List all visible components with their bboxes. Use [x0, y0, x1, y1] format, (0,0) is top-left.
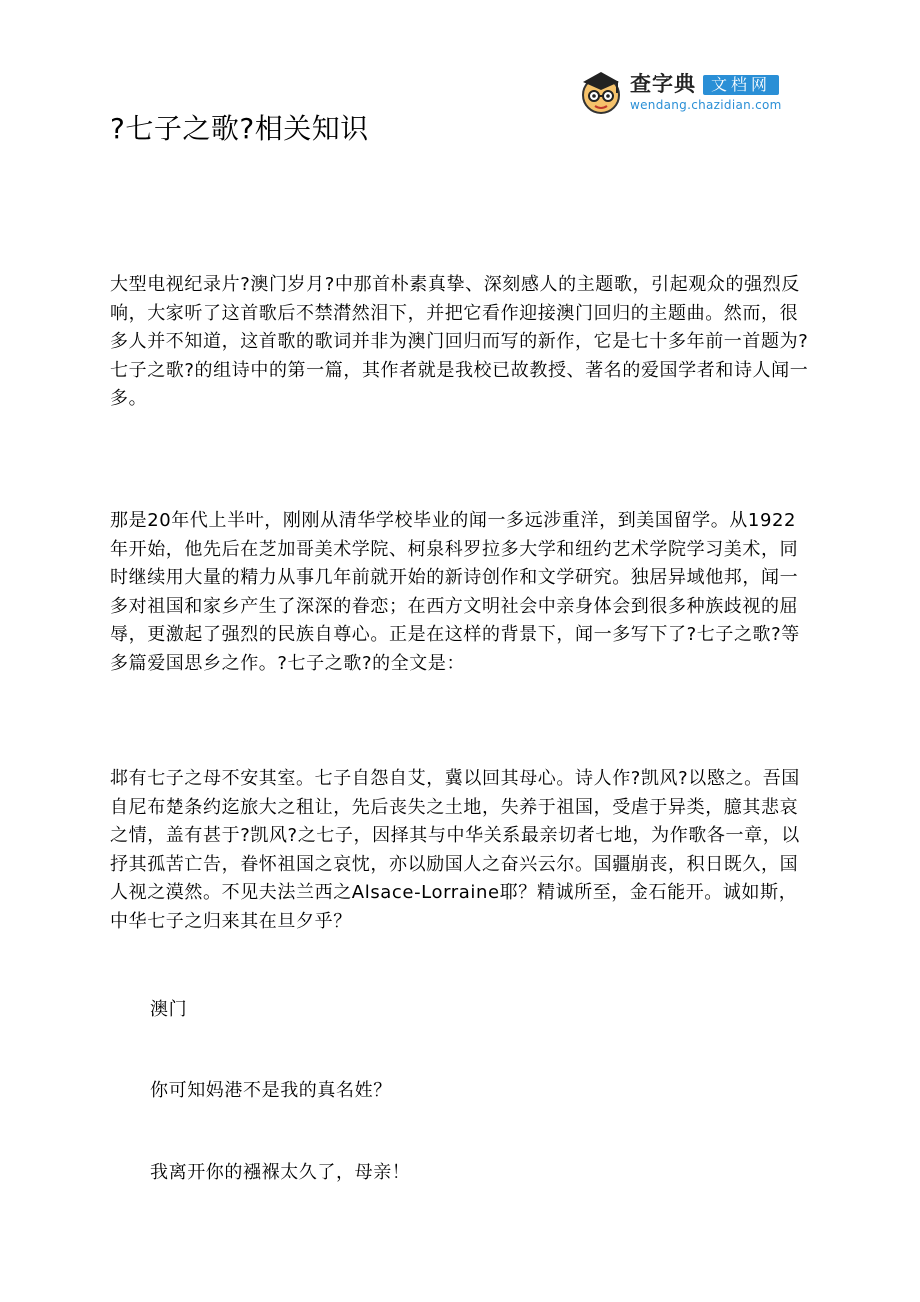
paragraph: 邶有七子之母不安其室。七子自怨自艾，冀以回其母心。诗人作?凯风?以愍之。吾国自尼布楚条约迄旅大之租让，先后丧失之土地，失养于祖国，受虐于异类，臆其悲哀之情，盖有甚于?凯风?之七子，因择其与中华关系最亲切者七地，为作歌各一章，以抒其孤苦亡告，眷怀祖国之哀忱，亦以励国人之奋兴云尔。国疆崩丧，积日既久，国人视之漠然。不见夫法兰西之Alsace-Lorraine耶？精诚所至，金石能开。诚如斯，中华七子之归来其在旦夕乎？	[110, 768, 800, 932]
site-logo	[576, 66, 806, 116]
logo-tag: 文档网	[703, 75, 779, 95]
logo-brand: 查字典	[630, 72, 696, 96]
poem-line: 你可知妈港不是我的真名姓？	[150, 1080, 392, 1101]
logo-url: wendang.chazidian.com	[630, 98, 782, 112]
paragraph: 那是20年代上半叶，刚刚从清华学校毕业的闻一多远涉重洋，到美国留学。从1922年开始，他先后在芝加哥美术学院、柯泉科罗拉多大学和纽约艺术学院学习美术，同时继续用大量的精力从事几年前就开始的新诗创作和文学研究。独居异域他邦，闻一多对祖国和家乡产生了深深的眷恋；在西方文明社会中亲身体会到很多种族歧视的屈辱，更激起了强烈的民族自尊心。正是在这样的背景下，闻一多写下了?七子之歌?等多篇爱国思乡之作。?七子之歌?的全文是：	[110, 510, 800, 674]
document-title: ?七子之歌?相关知识	[110, 112, 369, 145]
poem-line: 澳门	[150, 999, 188, 1020]
paragraph: 大型电视纪录片?澳门岁月?中那首朴素真挚、深刻感人的主题歌，引起观众的强烈反响，大家听了这首歌后不禁潸然泪下，并把它看作迎接澳门回归的主题曲。然而，很多人并不知道，这首歌的歌词并非为澳门回归而写的新作，它是七十多年前一首题为?七子之歌?的组诗中的第一篇，其作者就是我校已故教授、著名的爱国学者和诗人闻一多。	[110, 274, 809, 410]
mascot-icon	[576, 66, 626, 116]
poem-line: 我离开你的襁褓太久了，母亲！	[150, 1162, 411, 1183]
